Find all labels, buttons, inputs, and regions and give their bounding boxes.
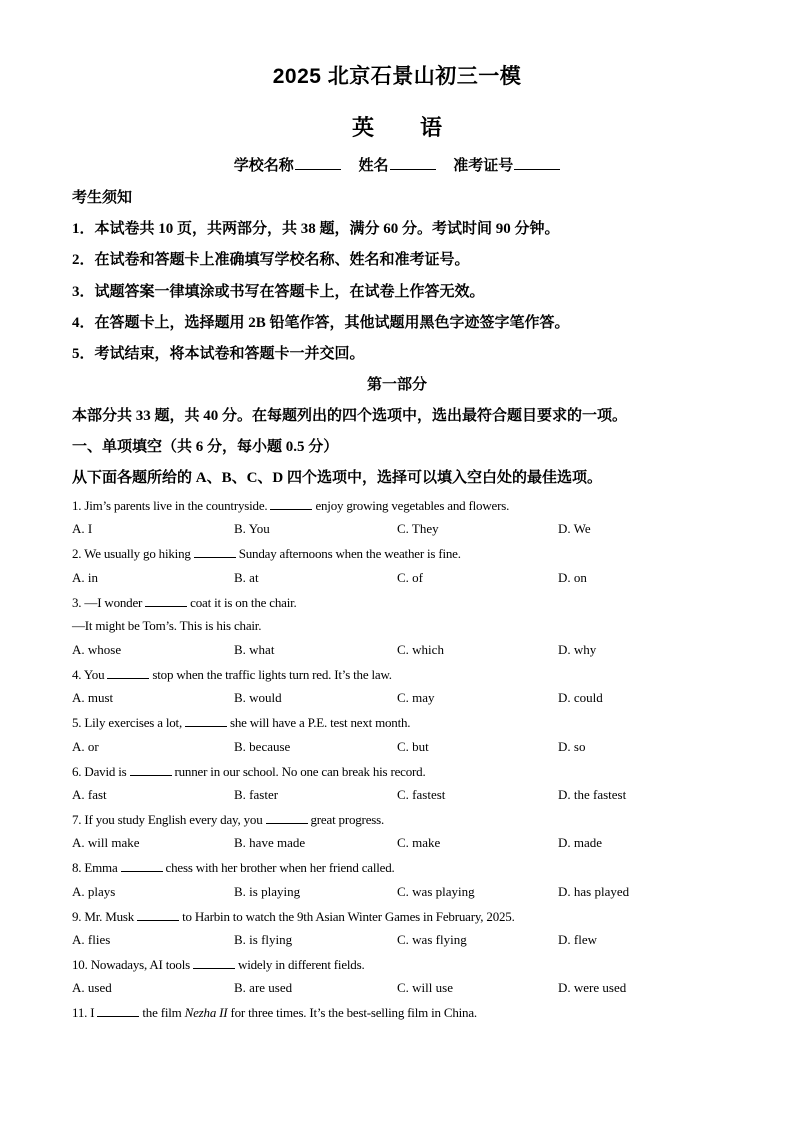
answer-blank (266, 811, 308, 824)
question-5: 5. Lily exercises a lot, she will have a P.E. test next month. (72, 715, 411, 730)
option-a: A. flies (72, 932, 111, 947)
option-d: D. could (558, 690, 603, 705)
option-c: C. but (397, 739, 429, 754)
subject-char-2: 语 (420, 115, 443, 140)
notice-item: 3．试题答案一律填涂或书写在答题卡上，在试卷上作答无效。 (72, 284, 485, 300)
question-3: 3. —I wonder coat it is on the chair. (72, 595, 297, 610)
option-b: B. is flying (234, 932, 293, 947)
exam-number-field: 准考证号 (453, 154, 560, 175)
option-b: B. is playing (234, 884, 301, 899)
part-one-title: 第一部分 (366, 377, 427, 393)
option-c: C. fastest (397, 787, 446, 802)
question-7: 7. If you study English every day, you great progress. (72, 812, 385, 827)
subject-title (0, 111, 794, 142)
option-c: C. of (397, 570, 423, 585)
question-1: 1. Jim’s parents live in the countryside. enjoy growing vegetables and flowers. (72, 498, 510, 513)
notice-item: 2．在试卷和答题卡上准确填写学校名称、姓名和准考证号。 (72, 252, 470, 268)
option-c: C. which (397, 642, 444, 657)
school-name-blank (295, 155, 341, 170)
option-c: C. was flying (397, 932, 467, 947)
part-one-description: 本部分共 33 题，共 40 分。在每题列出的四个选项中，选出最符合题目要求的一项。 (72, 408, 628, 424)
option-a: A. or (72, 739, 99, 754)
option-b: B. faster (234, 787, 279, 802)
exam-title: 2025 北京石景山初三一模 (272, 65, 522, 88)
option-c: C. may (397, 690, 435, 705)
exam-number-blank (514, 155, 560, 170)
option-d: D. the fastest (558, 787, 627, 802)
school-name-field: 学校名称 (234, 154, 341, 175)
answer-blank (270, 497, 312, 510)
option-d: D. why (558, 642, 597, 657)
option-a: A. used (72, 980, 112, 995)
answer-blank (121, 859, 163, 872)
question-4: 4. You stop when the traffic lights turn red. It’s the law. (72, 667, 392, 682)
option-c: C. make (397, 835, 441, 850)
student-info-line (0, 154, 794, 175)
option-d: D. were used (558, 980, 627, 995)
option-a: A. will make (72, 835, 140, 850)
option-a: A. fast (72, 787, 107, 802)
answer-blank (130, 763, 172, 776)
answer-blank (193, 956, 235, 969)
answer-blank (107, 666, 149, 679)
answer-blank (145, 594, 187, 607)
notice-item: 1．本试卷共 10 页，共两部分，共 38 题，满分 60 分。考试时间 90 分钟。 (72, 221, 560, 237)
option-d: D. has played (558, 884, 630, 899)
option-b: B. what (234, 642, 275, 657)
option-b: B. would (234, 690, 282, 705)
answer-blank (137, 908, 179, 921)
question-6: 6. David is runner in our school. No one can break his record. (72, 764, 426, 779)
notice-item: 4．在答题卡上，选择题用 2B 铅笔作答，其他试题用黑色字迹签字笔作答。 (72, 315, 570, 331)
section-instruction: 从下面各题所给的 A、B、C、D 四个选项中，选择可以填入空白处的最佳选项。 (72, 470, 603, 486)
option-a: A. in (72, 570, 98, 585)
option-d: D. on (558, 570, 587, 585)
notice-item: 5．考试结束，将本试卷和答题卡一并交回。 (72, 346, 365, 362)
option-d: D. made (558, 835, 603, 850)
answer-blank (97, 1004, 139, 1017)
option-b: B. have made (234, 835, 306, 850)
answer-blank (194, 545, 236, 558)
option-b: B. are used (234, 980, 293, 995)
answer-blank (185, 714, 227, 727)
question-9: 9. Mr. Musk to Harbin to watch the 9th Asian Winter Games in February, 2025. (72, 909, 515, 924)
option-b: B. at (234, 570, 259, 585)
question-10: 10. Nowadays, AI tools widely in different fields. (72, 957, 365, 972)
option-a: A. plays (72, 884, 116, 899)
option-b: B. You (234, 521, 270, 536)
option-b: B. because (234, 739, 291, 754)
student-name-blank (390, 155, 436, 170)
option-a: A. whose (72, 642, 122, 657)
question-8: 8. Emma chess with her brother when her friend called. (72, 860, 395, 875)
question-3-reply: —It might be Tom’s. This is his chair. (72, 618, 262, 633)
question-11: 11. I the film Nezha II for three times. It’s the best-selling film in China. (72, 1005, 477, 1020)
notice-heading: 考生须知 (72, 190, 133, 206)
option-d: D. so (558, 739, 586, 754)
option-a: A. must (72, 690, 114, 705)
option-c: C. They (397, 521, 439, 536)
option-a: A. I (72, 521, 93, 536)
film-title: Nezha II (184, 1005, 228, 1020)
option-c: C. will use (397, 980, 453, 995)
subject-char-1: 英 (351, 115, 374, 140)
question-2: 2. We usually go hiking Sunday afternoons when the weather is fine. (72, 546, 461, 561)
option-c: C. was playing (397, 884, 475, 899)
option-d: D. flew (558, 932, 597, 947)
section-title: 一、单项填空（共 6 分，每小题 0.5 分） (72, 439, 339, 455)
student-name-field: 姓名 (358, 154, 435, 175)
option-d: D. We (558, 521, 591, 536)
